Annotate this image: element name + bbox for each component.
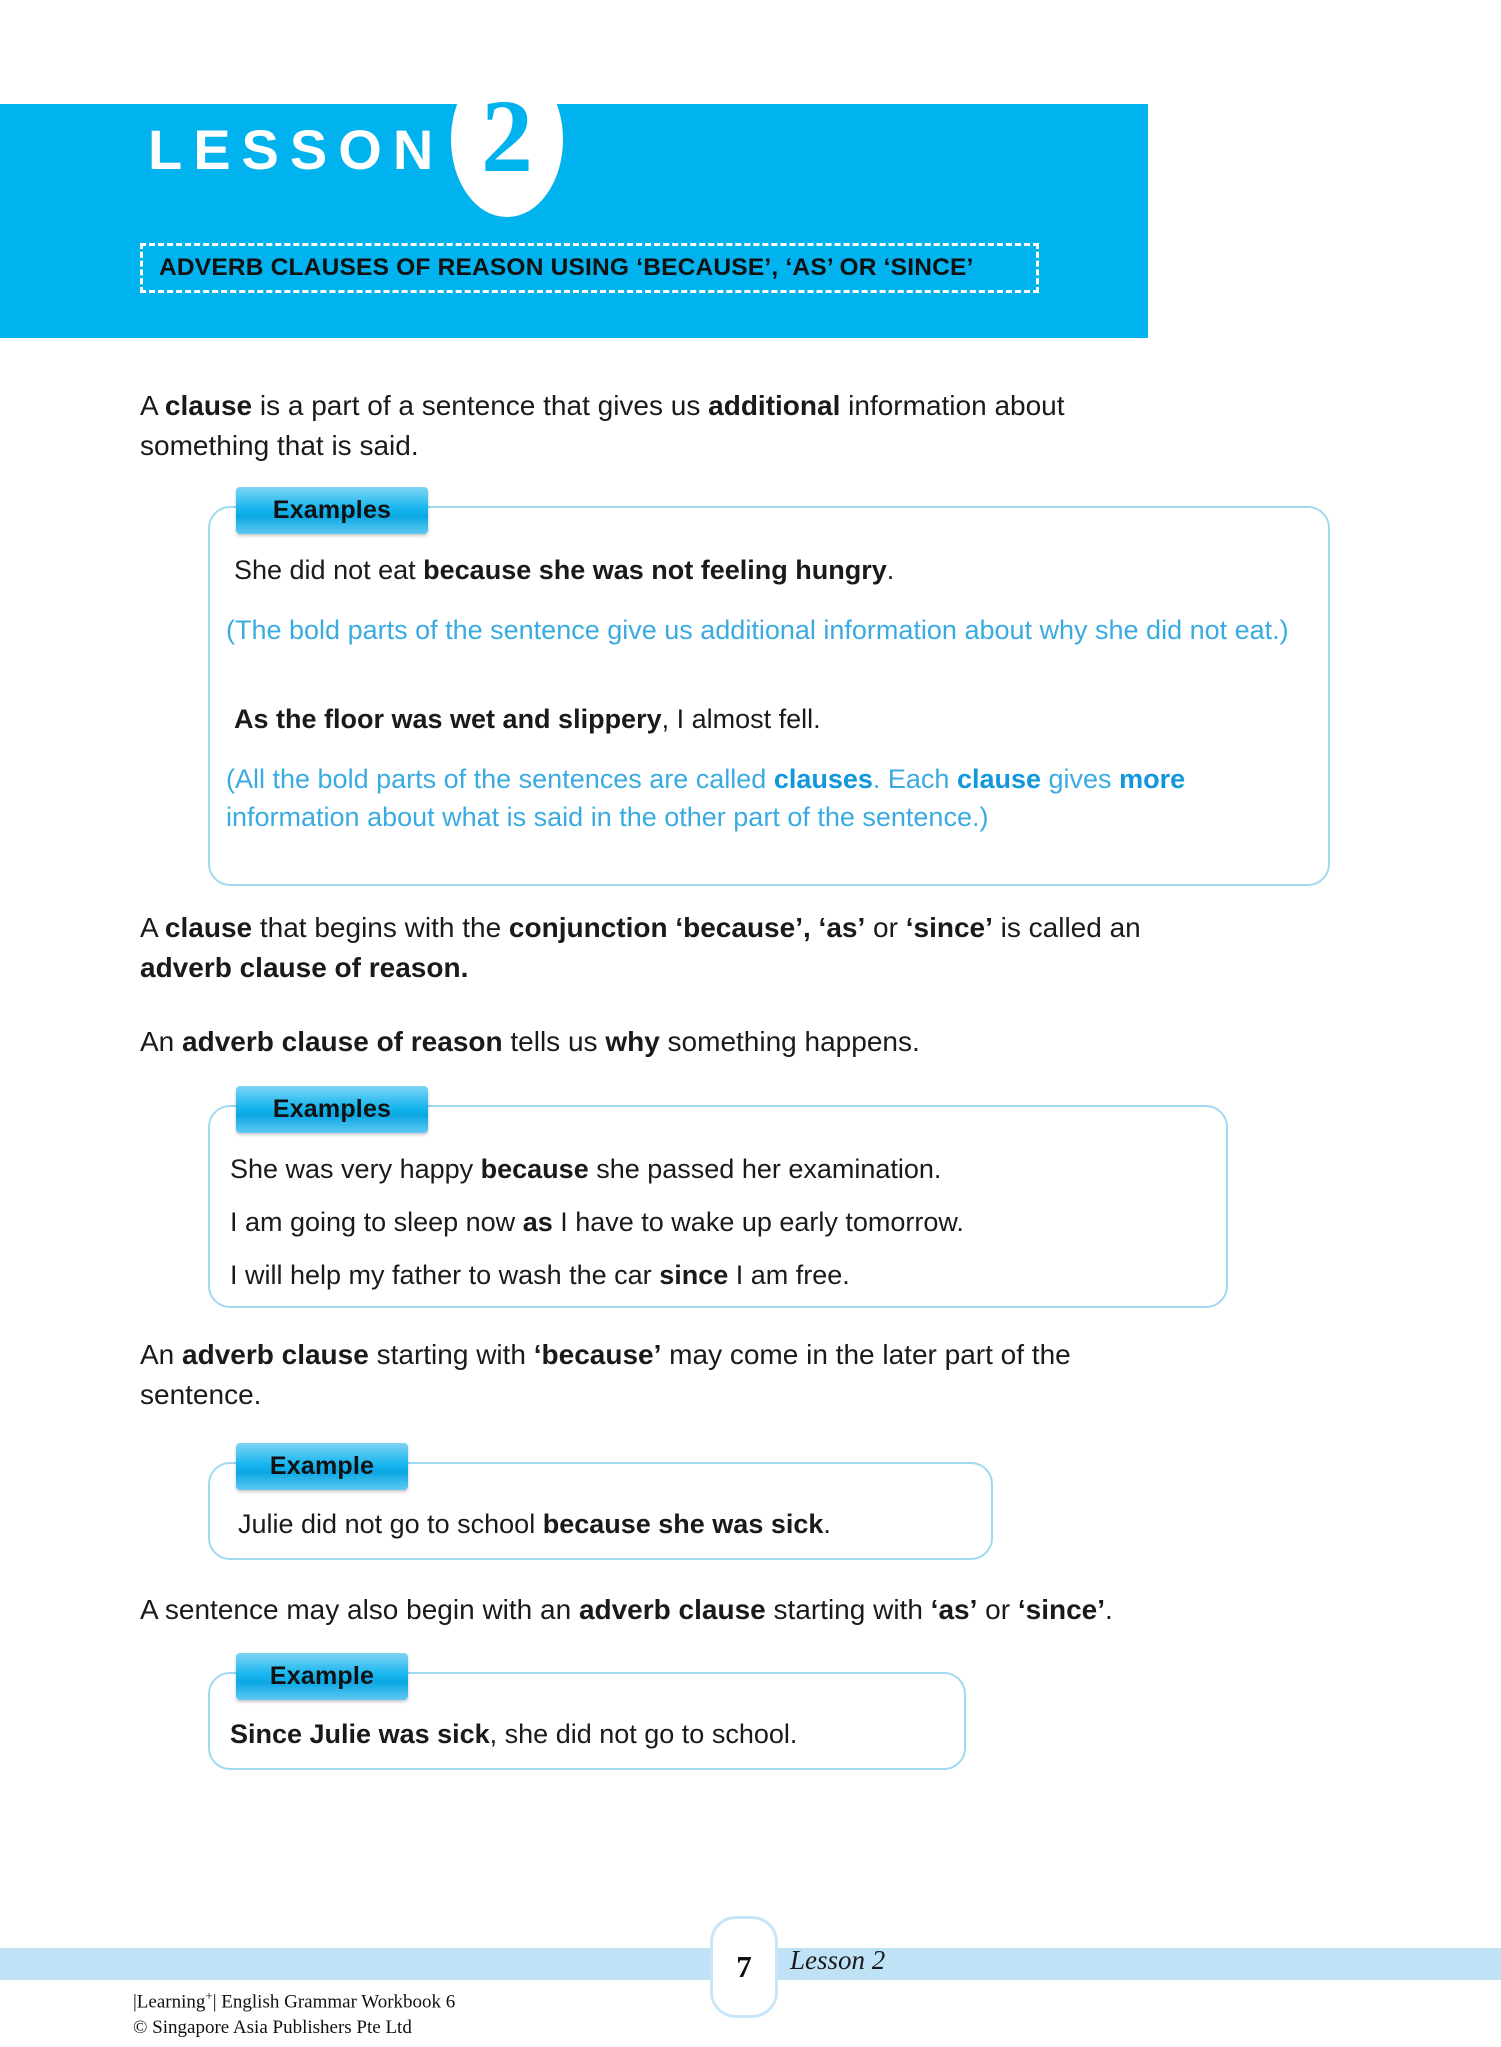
examples-box-1-tab — [236, 487, 428, 534]
text-fragment: starting with — [368, 1339, 534, 1370]
begin-with-paragraph — [140, 1590, 1160, 1630]
example-box-3-tab — [236, 1443, 408, 1490]
text-bold: ‘since’ — [1017, 1594, 1106, 1625]
text-bold: Since Julie was sick — [230, 1719, 490, 1749]
text-fragment: An — [140, 1339, 183, 1370]
examples-box-1-note-2 — [226, 760, 1311, 837]
text-bold: As the floor was wet and slippery — [234, 704, 662, 734]
examples-box-1-tab-label: Examples — [272, 496, 392, 524]
lesson-number-badge — [451, 62, 563, 217]
text-fragment: I will help my father to wash the car — [230, 1260, 660, 1290]
text-bold: ‘because’ — [533, 1339, 662, 1370]
text-fragment: . — [823, 1509, 831, 1539]
footer-lesson-label: Lesson 2 — [790, 1945, 886, 1975]
text-fragment: , she did not go to school. — [489, 1719, 798, 1749]
text-fragment: she passed her examination. — [588, 1154, 942, 1184]
examples-box-2-tab-label: Examples — [272, 1095, 392, 1123]
example-box-4-tab — [236, 1653, 408, 1700]
text-fragment: or — [865, 912, 906, 943]
conjunction-paragraph — [140, 908, 1160, 988]
text-fragment: A — [140, 390, 165, 421]
text-bold: clause — [956, 764, 1042, 794]
text-bold: because — [480, 1154, 589, 1184]
credit-line-1 — [133, 1987, 455, 2015]
text-bold: adverb clause — [182, 1339, 369, 1370]
text-fragment: may come in the later part of the sentence. — [140, 1339, 1071, 1410]
text-fragment: I am free. — [728, 1260, 850, 1290]
footer-credits — [133, 1987, 455, 2041]
lesson-topic-text: ADVERB CLAUSES OF REASON USING ‘BECAUSE’, ‘AS’ OR ‘SINCE’ — [159, 254, 974, 281]
text-bold: clauses — [773, 764, 873, 794]
text-fragment: |Learning — [133, 1991, 206, 2013]
lesson-topic-box — [140, 243, 1039, 293]
example-box-3-tab-label: Example — [269, 1452, 375, 1480]
text-bold: clause — [164, 390, 253, 421]
text-fragment: (The bold parts of the sentence give us additional information about why she did not eat.) — [226, 615, 1289, 645]
text-fragment: information about something that is said. — [140, 390, 1065, 461]
text-fragment: something happens. — [659, 1026, 920, 1057]
text-bold: adverb clause of reason. — [140, 951, 469, 983]
text-fragment: She was very happy — [230, 1154, 481, 1184]
text-bold: because she was sick — [542, 1509, 824, 1539]
page-number-badge — [710, 1916, 778, 2018]
example-box-3-line-1 — [238, 1505, 831, 1543]
text-bold: since — [659, 1260, 729, 1290]
text-bold: adverb clause — [578, 1594, 766, 1625]
text-fragment: , I almost fell. — [661, 704, 821, 734]
text-fragment: (All the bold parts of the sentences are called — [226, 764, 774, 794]
text-bold: adverb clause of reason — [182, 1026, 503, 1057]
text-superscript: + — [205, 1988, 213, 2003]
example-box-4-tab-label: Example — [269, 1662, 375, 1690]
text-fragment: I have to wake up early tomorrow. — [552, 1207, 964, 1237]
text-fragment: . — [886, 555, 895, 585]
text-fragment: gives — [1041, 764, 1120, 794]
text-bold: ‘since’ — [905, 912, 993, 943]
why-paragraph — [140, 1022, 1160, 1062]
examples-box-2-tab — [236, 1086, 428, 1133]
page-number: 7 — [736, 1949, 752, 1984]
text-bold: clause — [164, 912, 253, 943]
text-bold: because she was not feeling hungry — [423, 555, 887, 585]
example-box-4-line-1 — [230, 1715, 797, 1753]
later-part-paragraph — [140, 1335, 1160, 1415]
text-bold: additional — [708, 390, 841, 421]
text-fragment: starting with — [765, 1594, 931, 1625]
text-fragment: is called an — [992, 912, 1141, 943]
lesson-word: LESSON — [148, 118, 445, 181]
text-fragment: that begins with the — [252, 912, 509, 943]
intro-paragraph — [140, 386, 1160, 466]
text-bold: why — [605, 1026, 660, 1057]
text-fragment: . Each — [872, 764, 957, 794]
credit-line-2: © Singapore Asia Publishers Pte Ltd — [133, 2016, 412, 2038]
examples-box-1-line-2 — [234, 700, 821, 738]
text-fragment: tells us — [502, 1026, 606, 1057]
text-fragment: | English Grammar Workbook 6 — [212, 1991, 456, 2013]
examples-box-2-line-1 — [230, 1150, 941, 1188]
text-fragment: She did not eat — [234, 555, 424, 585]
text-bold: more — [1119, 764, 1186, 794]
text-fragment: Julie did not go to school — [238, 1509, 543, 1539]
text-fragment: I am going to sleep now — [230, 1207, 523, 1237]
text-fragment: An — [140, 1026, 183, 1057]
lesson-number: 2 — [481, 78, 533, 194]
text-fragment: A sentence may also begin with an — [140, 1594, 579, 1625]
text-bold: conjunction ‘because’, ‘as’ — [508, 912, 866, 943]
examples-box-2-line-3 — [230, 1256, 850, 1294]
text-fragment: information about what is said in the other part of the sentence.) — [226, 802, 989, 833]
examples-box-1-line-1 — [234, 551, 894, 589]
text-fragment: is a part of a sentence that gives us — [252, 390, 709, 421]
text-fragment: . — [1105, 1594, 1113, 1625]
text-fragment: or — [977, 1594, 1018, 1625]
examples-box-1-note-1 — [226, 611, 1311, 649]
text-bold: ‘as’ — [930, 1594, 978, 1625]
text-fragment: A — [140, 912, 165, 943]
text-bold: as — [522, 1207, 553, 1237]
examples-box-2-line-2 — [230, 1203, 964, 1241]
